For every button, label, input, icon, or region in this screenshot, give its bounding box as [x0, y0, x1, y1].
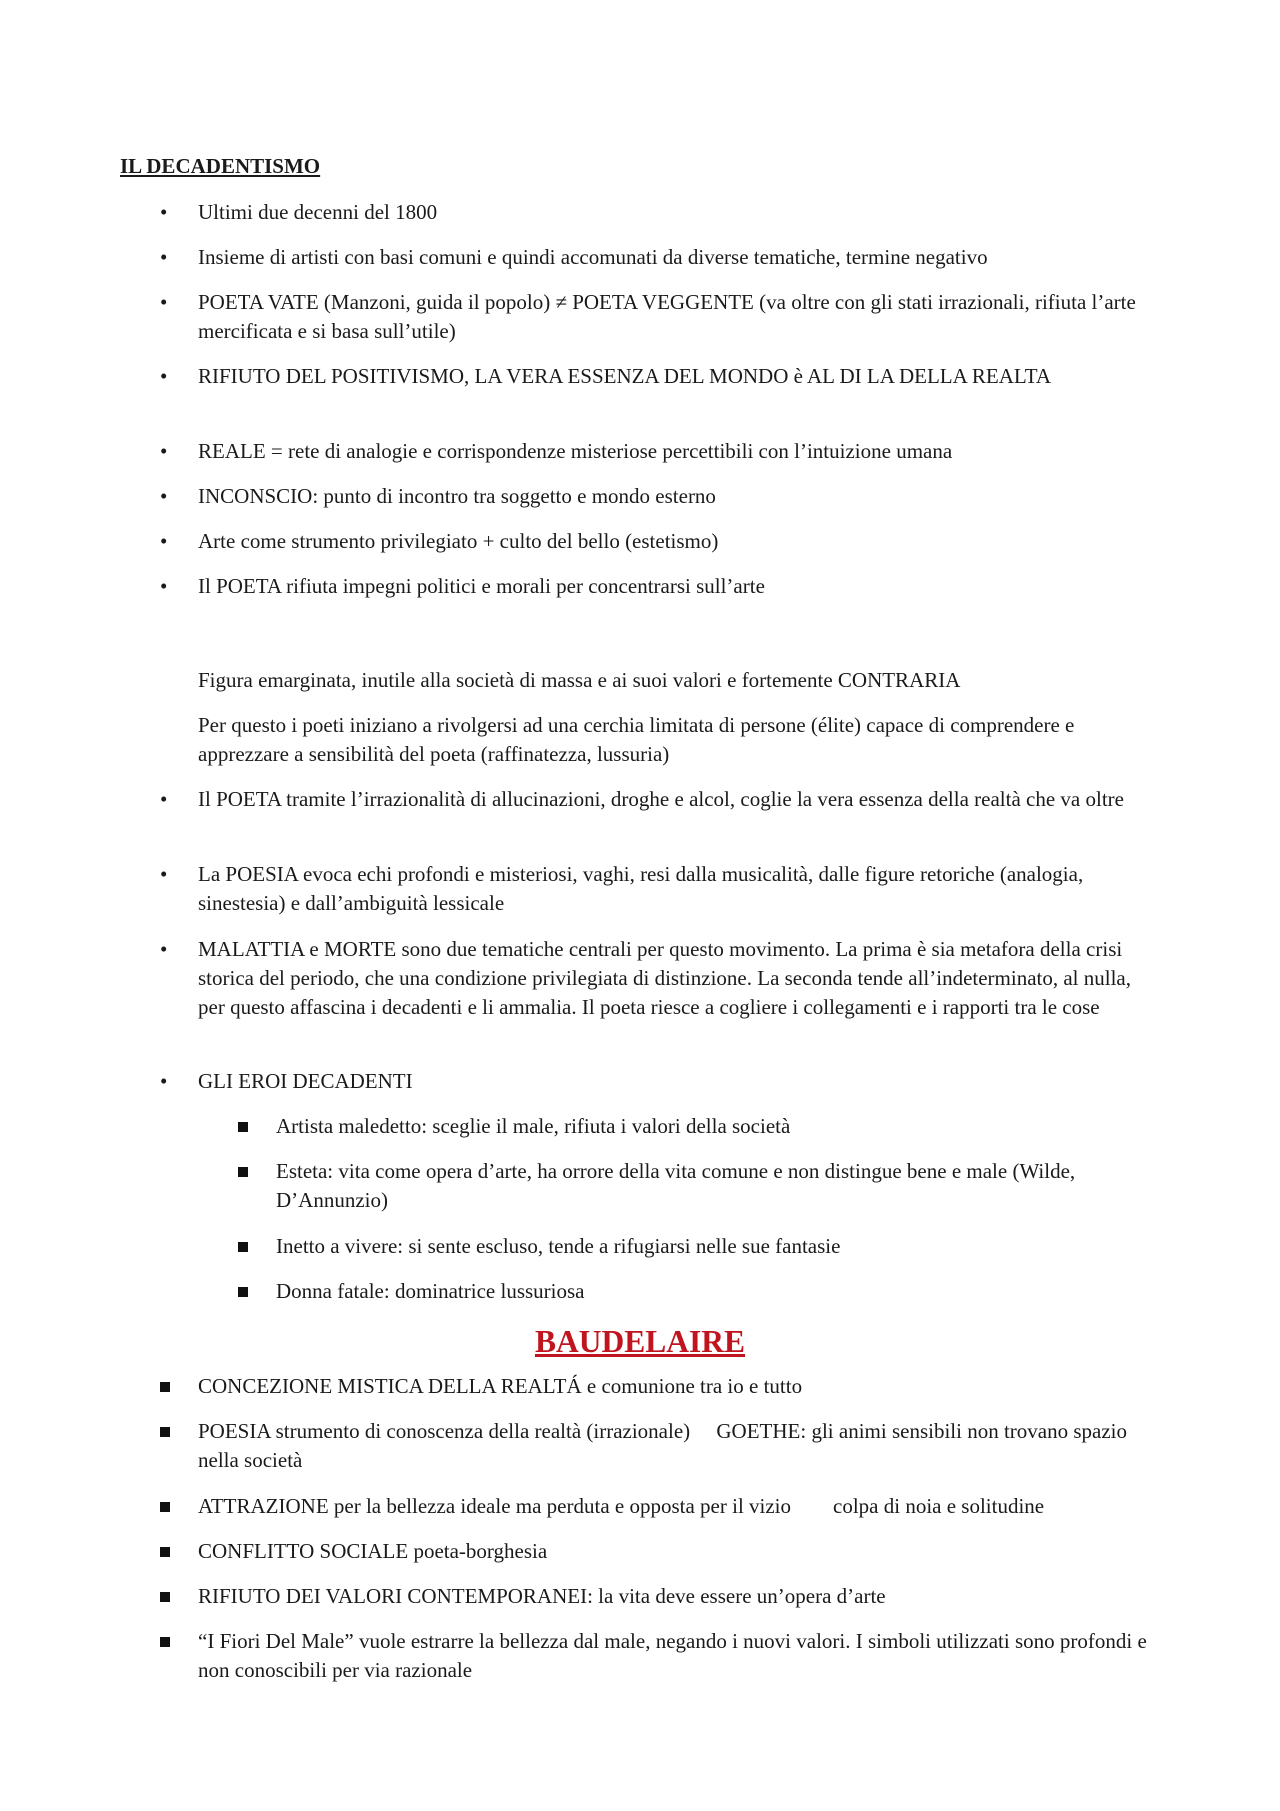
- sub-list-item: [276, 1157, 1136, 1215]
- sub-list-item-text: Inetto a vivere: si sente escluso, tende a rifugiarsi nelle sue fantasie: [276, 1234, 841, 1258]
- square-bullet-icon: [238, 1167, 248, 1177]
- list-item: [198, 1372, 1158, 1401]
- square-bullet-icon: [160, 1592, 170, 1602]
- square-bullet-icon: [160, 1637, 170, 1647]
- list-item-text: Arte come strumento privilegiato + culto del bello (estetismo): [198, 529, 719, 553]
- list-item-text: POETA VATE (Manzoni, guida il popolo) ≠ POETA VEGGENTE (va oltre con gli stati irrazionali, rifiuta l’arte mercificata e si basa sull’utile): [198, 290, 1136, 343]
- section-heading-baudelaire: BAUDELAIRE: [534, 1324, 746, 1359]
- list-item-text: REALE = rete di analogie e corrispondenze misteriose percettibili con l’intuizione umana: [198, 439, 953, 463]
- list-item-text: POESIA strumento di conoscenza della realtà (irrazionale) GOETHE: gli animi sensibili non trovano spazio nella società: [198, 1419, 1133, 1472]
- paragraph: Figura emarginata, inutile alla società di massa e ai suoi valori e fortemente CONTRARIA: [198, 668, 961, 692]
- square-bullet-icon: [160, 1382, 170, 1392]
- square-bullet-icon: [160, 1427, 170, 1437]
- list-item-text: RIFIUTO DEL POSITIVISMO, LA VERA ESSENZA DEL MONDO è AL DI LA DELLA REALTA: [198, 364, 1052, 388]
- list-item: [160, 482, 1158, 511]
- square-bullet-icon: [238, 1287, 248, 1297]
- bullet-icon: •: [160, 862, 168, 886]
- list-item: [160, 572, 1158, 601]
- square-bullet-icon: [160, 1502, 170, 1512]
- sub-list-item: [276, 1232, 1136, 1261]
- bullet-icon: •: [160, 245, 168, 269]
- list-item: [198, 1537, 1158, 1566]
- list-item-text: RIFIUTO DEI VALORI CONTEMPORANEI: la vita deve essere un’opera d’arte: [198, 1584, 886, 1608]
- list-item-text: Il POETA tramite l’irrazionalità di allucinazioni, droghe e alcol, coglie la vera essenza della realtà che va oltre: [198, 787, 1124, 811]
- list-item-text: CONFLITTO SOCIALE poeta-borghesia: [198, 1539, 548, 1563]
- sub-list-item-text: Artista maledetto: sceglie il male, rifiuta i valori della società: [276, 1114, 791, 1138]
- sub-list-item: [276, 1112, 1136, 1141]
- list-item: [160, 935, 1158, 1022]
- bullet-icon: •: [160, 200, 168, 224]
- list-item: [198, 1582, 1158, 1611]
- page-title: IL DECADENTISMO: [120, 154, 321, 178]
- square-bullet-icon: [238, 1122, 248, 1132]
- list-item-text: ATTRAZIONE per la bellezza ideale ma perduta e opposta per il vizio colpa di noia e solitudine: [198, 1494, 1045, 1518]
- list-item-text: MALATTIA e MORTE sono due tematiche centrali per questo movimento. La prima è sia metafora della crisi storica del periodo, che una condizione privilegiata di distinzione. La seconda tende all’indeterminato, al nulla, per questo affascina i decadenti e li ammalia. Il poeta riesce a cogliere i collegamenti e i rapporti tra le cose: [198, 937, 1132, 1019]
- bullet-icon: •: [160, 529, 168, 553]
- list-item: [160, 288, 1158, 346]
- bullet-icon: •: [160, 787, 168, 811]
- list-item: [160, 243, 1158, 272]
- bullet-icon: •: [160, 364, 168, 388]
- sub-list-item-text: Donna fatale: dominatrice lussuriosa: [276, 1279, 585, 1303]
- list-item: [198, 1627, 1158, 1685]
- square-bullet-icon: [238, 1242, 248, 1252]
- bullet-icon: •: [160, 439, 168, 463]
- list-item: [160, 198, 1158, 227]
- list-item-text: Insieme di artisti con basi comuni e quindi accomunati da diverse tematiche, termine negativo: [198, 245, 988, 269]
- list-item-text: Il POETA rifiuta impegni politici e morali per concentrarsi sull’arte: [198, 574, 765, 598]
- list-item-text: La POESIA evoca echi profondi e misteriosi, vaghi, resi dalla musicalità, dalle figure retoriche (analogia, sinestesia) e dall’ambiguità lessicale: [198, 862, 1084, 915]
- list-item: [160, 860, 1158, 918]
- list-item: [160, 362, 1158, 391]
- bullet-icon: •: [160, 937, 168, 961]
- bullet-icon: •: [160, 574, 168, 598]
- sub-list-item-text: Esteta: vita come opera d’arte, ha orrore della vita comune e non distingue bene e male (Wilde, D’Annunzio): [276, 1159, 1076, 1212]
- bullet-icon: •: [160, 484, 168, 508]
- list-item-text: “I Fiori Del Male” vuole estrarre la bellezza dal male, negando i nuovi valori. I simboli utilizzati sono profondi e non conoscibili per via razionale: [198, 1629, 1147, 1682]
- list-item-text: Ultimi due decenni del 1800: [198, 200, 438, 224]
- list-item: [160, 785, 1158, 814]
- list-item: [198, 1417, 1158, 1475]
- square-bullet-icon: [160, 1547, 170, 1557]
- list-item: [160, 527, 1158, 556]
- list-item-text: GLI EROI DECADENTI: [198, 1069, 413, 1093]
- bullet-icon: •: [160, 290, 168, 314]
- sub-list-item: [276, 1277, 1136, 1306]
- list-item-text: CONCEZIONE MISTICA DELLA REALTÁ e comunione tra io e tutto: [198, 1374, 803, 1398]
- bullet-icon: •: [160, 1069, 168, 1093]
- list-item-text: INCONSCIO: punto di incontro tra soggetto e mondo esterno: [198, 484, 716, 508]
- list-item: [160, 1067, 1158, 1096]
- list-item: [160, 437, 1158, 466]
- paragraph: Per questo i poeti iniziano a rivolgersi ad una cerchia limitata di persone (élite) capace di comprendere e apprezzare a sensibilità del poeta (raffinatezza, lussuria): [198, 713, 1075, 766]
- list-item: [198, 1492, 1158, 1521]
